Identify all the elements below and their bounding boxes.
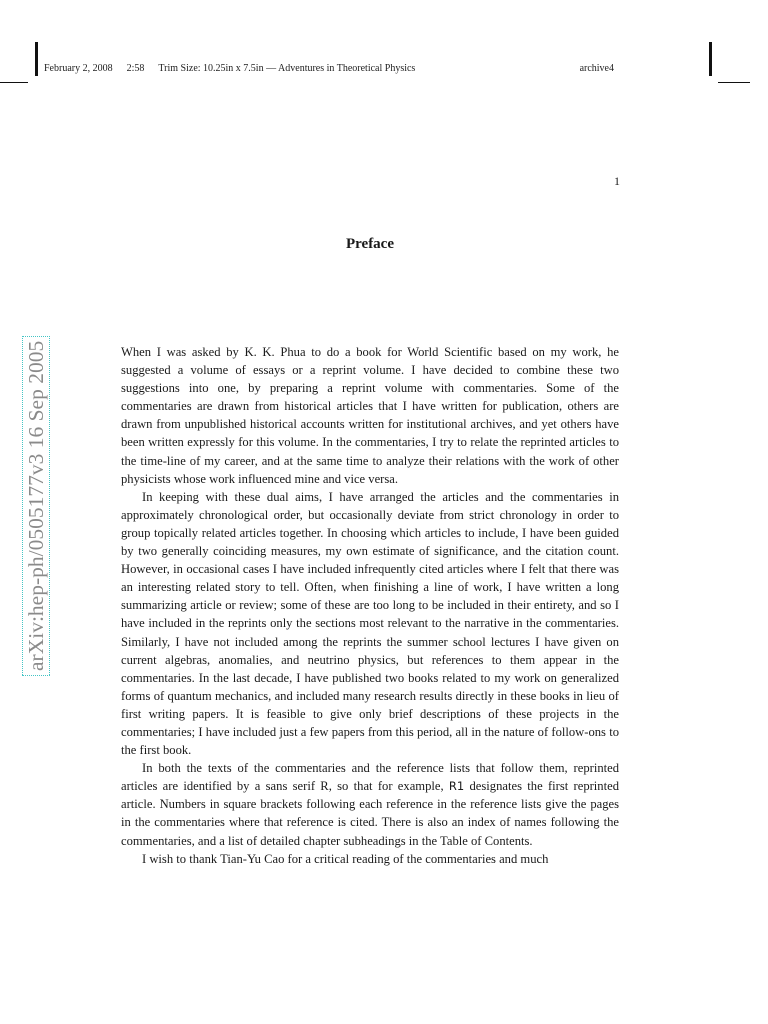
reprint-label: R1 (448, 779, 465, 794)
crop-mark-top-left-vertical (35, 42, 38, 76)
body-text (121, 343, 619, 868)
page-number: 1 (614, 174, 620, 188)
paragraph: I wish to thank Tian-Yu Cao for a critical reading of the commentaries and much (142, 851, 549, 866)
crop-mark-top-right-horizontal (718, 82, 750, 83)
arxiv-stamp: arXiv:hep-ph/0505177v3 16 Sep 2005 (22, 336, 50, 676)
running-head-date: February 2, 2008 (44, 63, 113, 74)
running-head-archive: archive4 (579, 63, 614, 74)
paragraph: In keeping with these dual aims, I have arranged the articles and the commentaries in approximately chronological order, but occasionally deviate from strict chronology in order to group topically related articles together. In choosing which articles to include, I have been guided by two generally coinciding measures, my own estimate of significance, and the citation count. However, in occasional cases I have included infrequently cited articles where I felt that there was an interesting related story to tell. Often, when finishing a line of work, I have written a long summarizing article or review; some of these are too long to be included in their entirety, and so I have included in the reprints only the sections most relevant to the narrative in the commentaries. Similarly, I have not included among the reprints the summer school lectures I have given on current algebras, anomalies, and neutrino physics, but references to them appear in the commentaries. In the last decade, I have published two books related to my work on generalized forms of quantum mechanics, and included many research results directly in these books in lieu of first writing papers. It is feasible to give only brief descriptions of these projects in the commentaries; I have included just a few papers from this period, all in the nature of follow-ons to the first book. (121, 489, 619, 758)
paragraph-text: In both the texts of the commentaries and the reference lists that follow them, reprinted articles are identified by a sans serif R, so that for example, (121, 761, 619, 794)
crop-mark-top-left-horizontal (0, 82, 28, 83)
paragraph-text: designates the first reprinted article. Numbers in square brackets following each reference in the reference lists give the pages in the commentaries where that reference is cited. There is also an index of names following the commentaries, and a list of detailed chapter subheadings in the Table of Contents. (121, 779, 619, 848)
paragraph (121, 759, 619, 849)
running-head-trim: Trim Size: 10.25in x 7.5in — Adventures in Theoretical Physics (158, 63, 416, 74)
crop-mark-top-right-vertical (709, 42, 712, 76)
paragraph: When I was asked by K. K. Phua to do a book for World Scientific based on my work, he suggested a volume of essays or a reprint volume. I have decided to combine these two suggestions into one, by preparing a reprint volume with commentaries. Some of the commentaries are drawn from historical articles that I have written for publication, others are drawn from unpublished historical accounts written for institutional archives, and yet others have been written expressly for this volume. In the commentaries, I try to relate the reprinted articles to the time-line of my career, and at the same time to analyze their relations with the work of other physicists whose work influenced mine and vice versa. (121, 345, 619, 486)
page-title: Preface (345, 236, 395, 252)
running-head-time: 2:58 (126, 63, 145, 74)
running-head (44, 63, 614, 74)
